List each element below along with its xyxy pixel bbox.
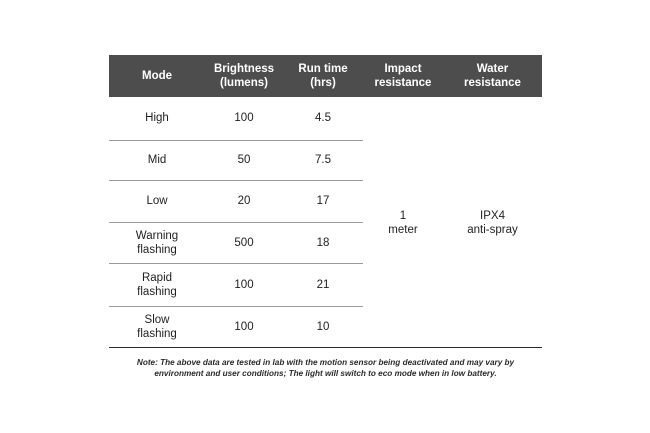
run-time-cell: 4.5 [283, 97, 363, 140]
mode-cell [109, 180, 205, 222]
impact-value: 1 [399, 209, 407, 222]
header-line: (hrs) [310, 77, 336, 89]
mode-label: Slow [144, 314, 170, 327]
mode-label: flashing [137, 243, 177, 256]
spec-table [109, 55, 542, 348]
header-line: Mode [141, 70, 173, 82]
header-line: Run time [298, 63, 348, 75]
header-run-time [283, 55, 363, 97]
header-line: resistance [464, 77, 521, 89]
run-time-cell: 10 [316, 321, 330, 334]
water-rating: IPX4 [480, 209, 505, 222]
mode-label: Warning [135, 229, 179, 242]
footnote [109, 358, 542, 379]
water-note: anti-spray [467, 223, 518, 236]
footnote-line: environment and user conditions; The light will switch to eco mode when in low battery. [154, 368, 497, 378]
brightness-cell: 50 [205, 140, 283, 180]
impact-resistance-cell [363, 97, 443, 348]
header-line: (lumens) [220, 77, 268, 89]
header-line: Water [476, 63, 509, 75]
header-brightness [205, 55, 283, 97]
brightness-cell: 100 [205, 97, 283, 140]
header-line: Impact [384, 63, 422, 75]
brightness-cell: 20 [205, 180, 283, 222]
mode-cell [109, 97, 205, 140]
header-water-resistance [443, 55, 542, 97]
table-row [109, 97, 542, 140]
run-time-cell: 7.5 [283, 140, 363, 180]
header-row [109, 55, 542, 97]
mode-label: Rapid [141, 271, 173, 284]
brightness-cell: 100 [205, 263, 283, 306]
footnote-line: Note: The above data are tested in lab with the motion sensor being deactivated and may vary by [136, 358, 515, 367]
impact-unit: meter [388, 223, 418, 236]
header-impact-resistance [363, 55, 443, 97]
mode-label: High [145, 112, 169, 125]
mode-cell [109, 140, 205, 180]
mode-label: Mid [147, 154, 167, 166]
mode-label: flashing [137, 285, 177, 298]
mode-label: Low [146, 195, 168, 207]
water-resistance-cell [443, 97, 542, 348]
header-mode [109, 55, 205, 97]
mode-cell [109, 222, 205, 263]
header-line: resistance [374, 77, 432, 89]
run-time-cell: 21 [283, 263, 363, 306]
header-line: Brightness [213, 63, 275, 75]
brightness-cell: 500 [205, 222, 283, 263]
table-bottom-rule [109, 347, 542, 348]
mode-label: flashing [137, 328, 177, 341]
brightness-cell: 100 [234, 321, 254, 334]
mode-cell [109, 263, 205, 306]
run-time-cell: 18 [283, 222, 363, 263]
run-time-cell: 17 [283, 180, 363, 222]
mode-cell [109, 306, 205, 348]
